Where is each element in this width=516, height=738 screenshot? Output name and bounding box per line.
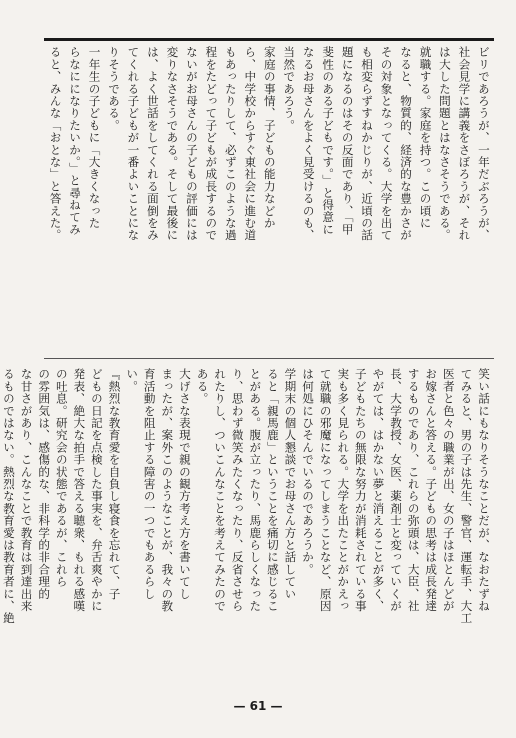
text-column: 学期末の個人懇談でお母さん方と話してい (283, 368, 298, 600)
text-column: も相変らずすねかじりが、近頃の話 (360, 46, 375, 242)
text-column: てみると、男の子は先生、警官、運転手、大工 (459, 368, 474, 625)
text-column: い。 (125, 368, 140, 393)
text-column: まったが、案外このようなことが、我々の教 (160, 368, 175, 612)
text-column: 題になるのはその反面であり、「甲 (340, 46, 355, 236)
text-column: は何処にひそんでいるのであろうか。 (301, 368, 316, 576)
text-column: 社会見学に講義をさぼろうが、それ (457, 46, 472, 242)
text-column: やがては、はかない夢と消えることが多く、 (371, 368, 386, 612)
text-column: その対象となってくる。大学を出て (379, 46, 394, 242)
text-column: 当然であろう。 (282, 46, 297, 132)
text-column: 子どもたちの無限な努力が消耗されている事 (353, 368, 368, 612)
text-column: てくれる子どもが一番よいことにな (126, 46, 141, 242)
text-column: お嫁さんと答える。子どもの思考は成長発達 (424, 368, 439, 612)
text-column: るものではない。熱烈な教育愛は教育者に、絶 (1, 368, 16, 625)
text-column: の吐息。研究会の状態であるが、これら (54, 368, 69, 588)
text-column: れたりし、ついこんなことを考えてみたので (213, 368, 228, 612)
text-column: ある。 (195, 368, 210, 405)
text-column: は、よく世話をしてくれる面倒をみ (145, 46, 160, 242)
text-column: 程をたどって子どもが成長するので (204, 46, 219, 242)
text-column: 就職する。家庭を持つ。この頃に (418, 46, 433, 229)
text-column: 発表、絶大な拍手で答える聴衆、もれる感嘆 (72, 368, 87, 612)
text-column: な甘さがあり、こんなことで教育は到達出来 (19, 368, 34, 612)
tier-divider (44, 358, 494, 359)
text-column: 変りなさそうである。そして最後に (165, 46, 180, 242)
text-column: 育活動を阻止する障害の一つでもあるらし (142, 368, 157, 600)
top-rule (44, 38, 494, 41)
text-column: 笑い話にもなりそうなことだが、なおたずね (477, 368, 491, 612)
text-column: 実も多く見られる。大学を出たことがかえっ (336, 368, 351, 612)
text-column: 斐性のある子どもです。」と得意に (321, 46, 336, 236)
text-column: 一年生の子どもに「大きくなった (87, 46, 102, 229)
text-column: 『熱烈な教育愛を自負し寝食を忘れて、子 (107, 368, 122, 600)
text-column: 大げさな表現で親の観方考え方を書いてし (177, 368, 192, 600)
text-column: 長、大学教授、女医、薬剤士と変っていくが (389, 368, 404, 612)
text-column: ら、中学校からすぐ東社会に進む道 (243, 46, 258, 242)
text-column: ると「親馬鹿」ということを痛切に感じるこ (265, 368, 280, 612)
text-column: は大した問題とはなさそうである。 (437, 46, 452, 242)
text-column: り、思わず微笑みたくなったり、反省させら (230, 368, 245, 612)
upper-text-tier (46, 46, 492, 350)
text-column: ると、みんな「おとな」と答えた。 (48, 46, 63, 242)
text-column: するものであり、これらの弥頭は、大臣、社 (406, 368, 421, 612)
text-column: て就職の邪魔になってしまうことなど、原因 (318, 368, 333, 612)
text-column: 家庭の事情、子どもの能力などか (262, 46, 277, 229)
text-column: らなにになりたいか。」と尋ねてみ (68, 46, 83, 236)
text-column: ないがお母さんの子どもの評価には (184, 46, 199, 242)
text-column: もあったりして、必ずこのような過 (223, 46, 238, 242)
text-column: なるお母さんをよく見受けるのも、 (301, 46, 316, 242)
text-column: とがある。腹が立ったり、馬鹿らしくなった (248, 368, 263, 612)
text-column: 医者と色々の職業が出、女の子はほとんどが (441, 368, 456, 612)
text-column: りそうである。 (107, 46, 121, 132)
lower-text-tier (1, 368, 492, 682)
text-column: の雰囲気は、感傷的な、非科学的非合理的 (37, 368, 52, 600)
text-column: なると、物質的、経済的な豊かさが (399, 46, 414, 242)
text-column: どもの日記を点検した事実を、弁舌爽やかに (89, 368, 104, 612)
page-number: — 61 — (233, 699, 283, 713)
text-column: ビリであろうが、一年だぶろうが、 (476, 46, 491, 242)
